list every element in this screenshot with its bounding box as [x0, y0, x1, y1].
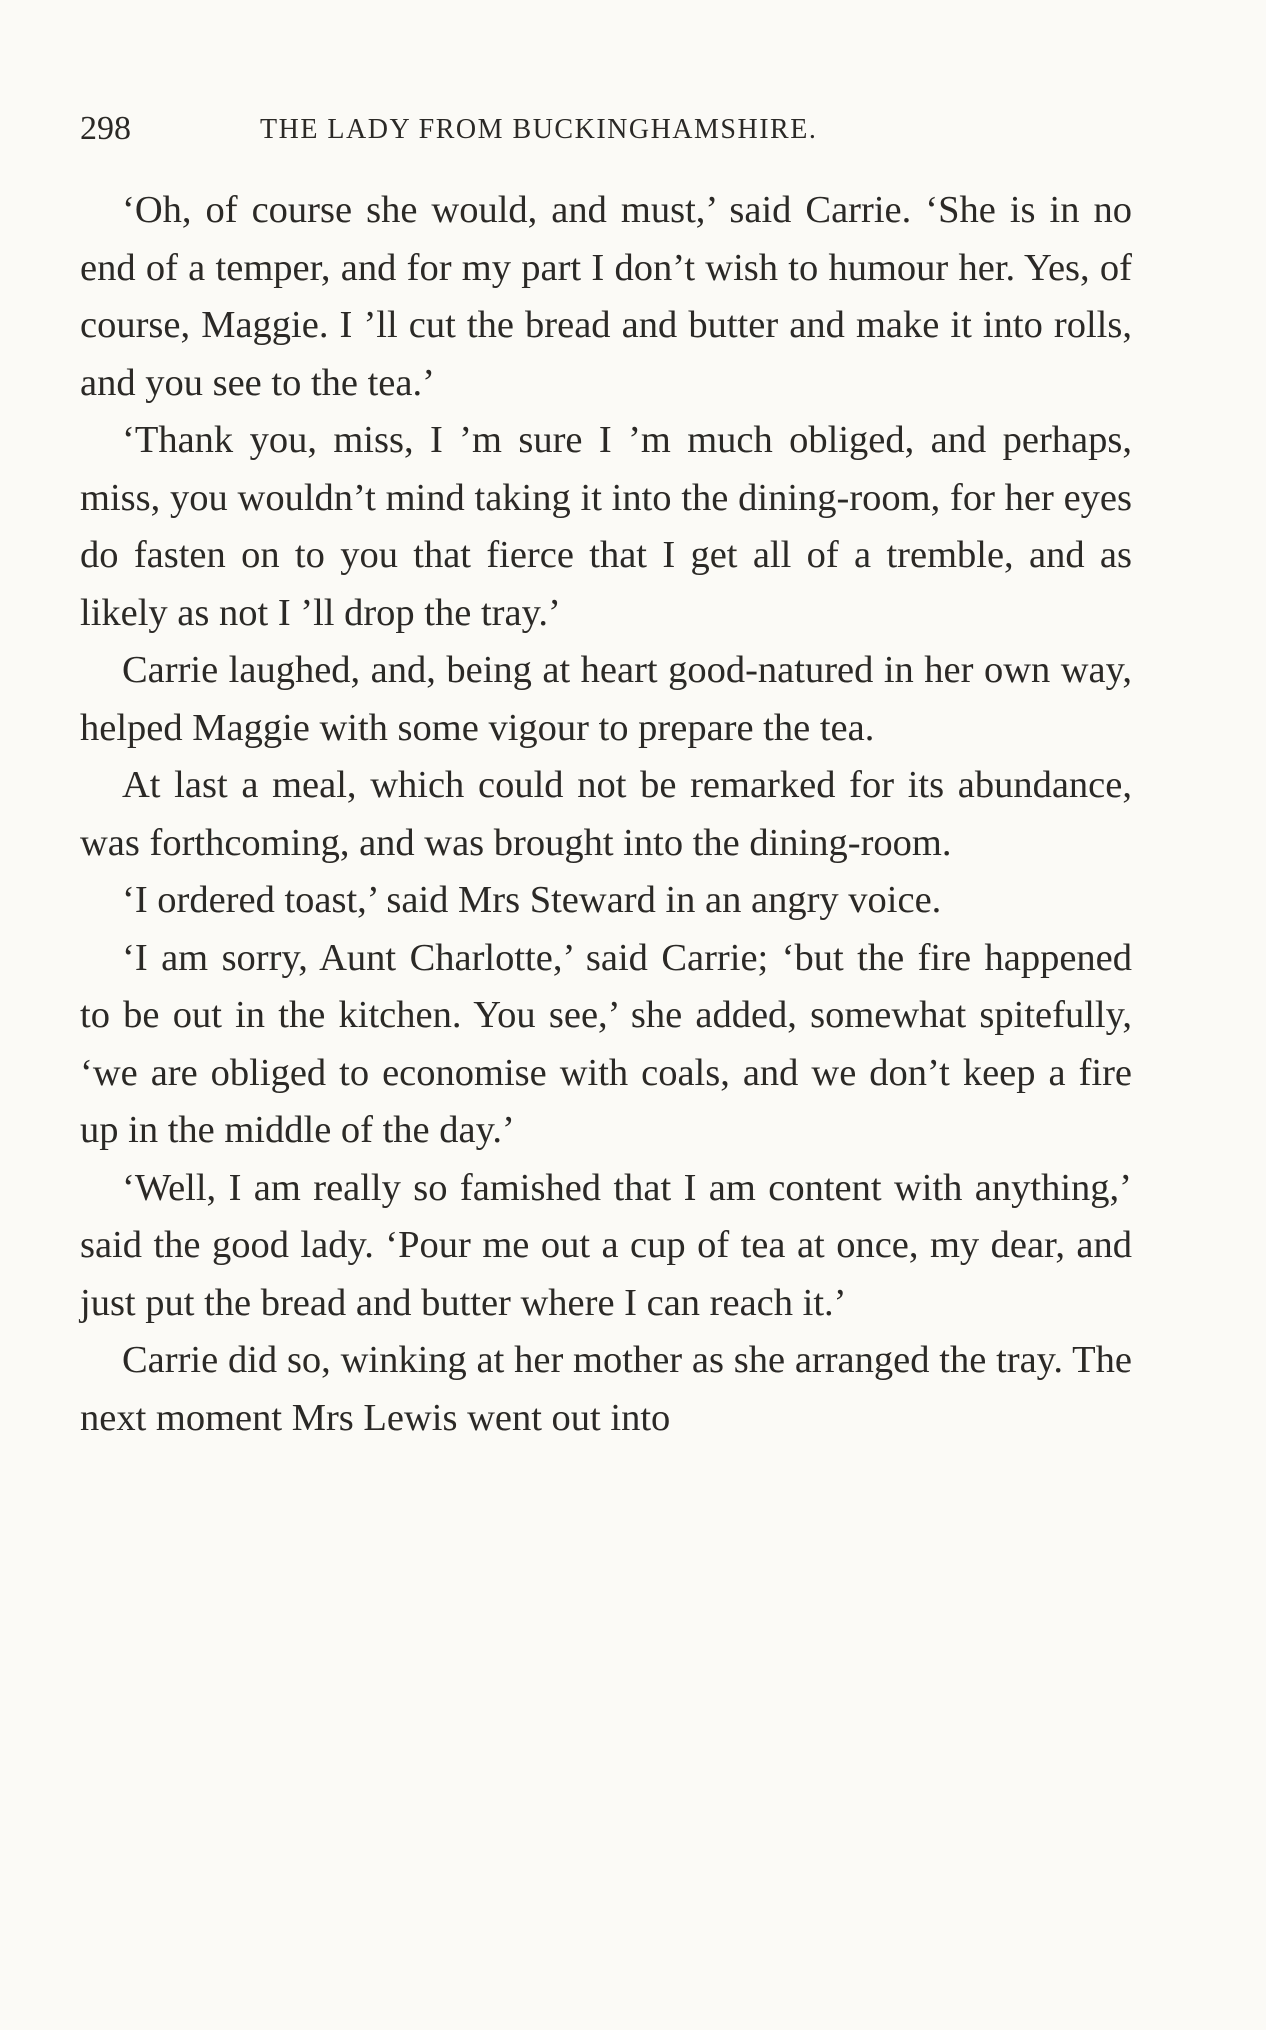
paragraph: ‘I am sorry, Aunt Charlotte,’ said Carrie; ‘but the fire happened to be out in the kitchen. You see,’ she added, somewhat spitefully, ‘we are obliged to economise with coals, and we don’t keep a fire up in the middle of the day.’	[80, 936, 1132, 1151]
page-number: 298	[80, 110, 131, 147]
paragraph: ‘Oh, of course she would, and must,’ said Carrie. ‘She is in no end of a temper, and for my part I don’t wish to humour her. Yes, of course, Maggie. I ’ll cut the bread and butter and make it into rolls, and you see to the tea.’	[80, 189, 1132, 404]
paragraph: ‘Thank you, miss, I ’m sure I ’m much obliged, and perhaps, miss, you wouldn’t mind taking it into the dining-room, for her eyes do fasten on to you that fierce that I get all of a tremble, and as likely as not I ’ll drop the tray.’	[80, 419, 1132, 634]
paragraph: ‘I ordered toast,’ said Mrs Steward in an angry voice.	[122, 879, 942, 921]
running-head	[80, 100, 1132, 160]
running-title: THE LADY FROM BUCKINGHAMSHIRE.	[260, 114, 818, 145]
paragraph: At last a meal, which could not be remarked for its abundance, was forthcoming, and was brought into the dining-room.	[80, 764, 1132, 864]
text-body	[80, 182, 1132, 1447]
paragraph: Carrie laughed, and, being at heart good-natured in her own way, helped Maggie with some vigour to prepare the tea.	[80, 649, 1132, 749]
paragraph: Carrie did so, winking at her mother as she arranged the tray. The next moment Mrs Lewis went out into	[80, 1339, 1132, 1439]
book-page	[80, 100, 1132, 1447]
paragraph: ‘Well, I am really so famished that I am content with anything,’ said the good lady. ‘Pour me out a cup of tea at once, my dear, and just put the bread and butter where I can reach it.’	[80, 1166, 1132, 1324]
